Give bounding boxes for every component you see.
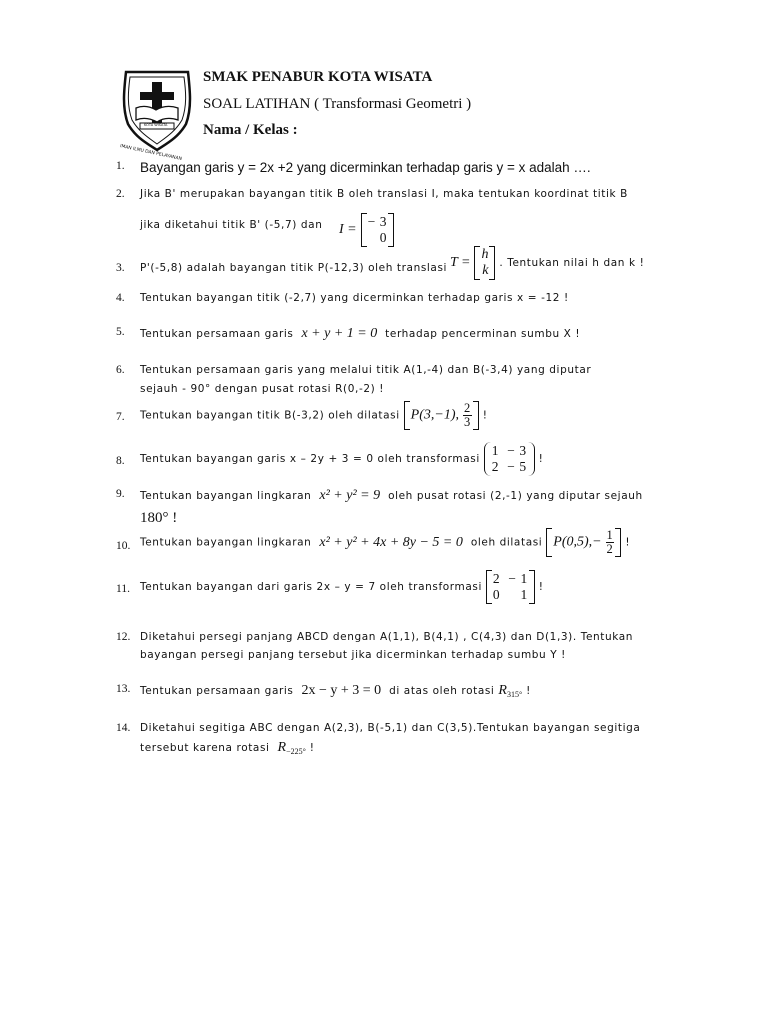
logo-motto: IMAN ILMU DAN PELAYANAN: [119, 144, 183, 163]
matrix-cell: k: [482, 263, 489, 278]
school-name: SMAK PENABUR KOTA WISATA: [203, 69, 433, 85]
question-text: . Tentukan nilai h dan k !: [499, 257, 645, 269]
worksheet-title: SOAL LATIHAN ( Transformasi Geometri ): [203, 96, 472, 112]
matrix-cell: − 1: [508, 571, 528, 586]
question-number: 14.: [116, 722, 131, 734]
rotation-angle: 180° !: [140, 510, 178, 526]
question-text: jika diketahui titik B' (-5,7) dan: [140, 219, 323, 231]
matrix-cell: 0: [379, 230, 388, 245]
question-text: tersebut karena rotasi: [140, 742, 270, 754]
transformation-matrix: [486, 570, 535, 604]
fraction-numerator: 2: [463, 401, 471, 415]
question-text: Tentukan bayangan lingkaran: [140, 536, 312, 549]
dilation-bracket: [546, 528, 621, 557]
name-class-label: Nama / Kelas :: [203, 122, 298, 138]
question-number: 9.: [116, 488, 125, 500]
question-text: !: [526, 685, 531, 697]
question-text: Tentukan bayangan lingkaran: [140, 490, 312, 502]
school-logo: [116, 68, 198, 163]
question-number: 8.: [116, 455, 125, 467]
fraction-denominator: 2: [606, 542, 614, 556]
translation-matrix: [361, 213, 395, 247]
question-text: di atas oleh rotasi: [389, 685, 495, 697]
question-number: 12.: [116, 631, 131, 643]
scale-fraction: [606, 529, 615, 556]
matrix-cell: 2: [491, 459, 500, 474]
fraction-denominator: 3: [463, 415, 471, 429]
transformation-matrix: [484, 442, 535, 476]
question-text: !: [482, 409, 488, 422]
question-text: Diketahui segitiga ABC dengan A(2,3), B(-5,1) dan C(3,5).Tentukan bayangan segitiga: [140, 722, 641, 734]
question-text: oleh dilatasi: [470, 536, 543, 549]
question-number: 5.: [116, 326, 125, 338]
question-text: Tentukan bayangan titik B(-3,2) oleh dilatasi: [140, 409, 400, 422]
question-number: 10.: [116, 540, 131, 552]
question-number: 13.: [116, 683, 131, 695]
question-text: Jika B' merupakan bayangan titik B oleh translasi I, maka tentukan koordinat titik B: [140, 188, 628, 200]
question-text: Tentukan bayangan dari garis 2x – y = 7 oleh transformasi: [140, 581, 482, 593]
rotation-symbol: R: [498, 683, 507, 698]
question-text: Tentukan bayangan titik (-2,7) yang dicerminkan terhadap garis x = -12 !: [140, 292, 569, 304]
question-number: 2.: [116, 188, 125, 200]
question-text: !: [309, 742, 315, 754]
matrix-cell: − 3: [507, 443, 527, 458]
rotation-symbol: R: [277, 740, 287, 755]
equation: x + y + 1 = 0: [301, 326, 378, 341]
question-text: !: [538, 581, 544, 593]
matrix-name: I =: [339, 222, 357, 237]
logo-banner-text: KOTA WISATA: [144, 123, 168, 127]
equation: 2x − y + 3 = 0: [301, 683, 382, 698]
question-text: !: [538, 453, 544, 465]
matrix-name: T =: [450, 255, 471, 270]
question-number: 1.: [116, 160, 125, 172]
scale-fraction: [463, 402, 472, 429]
question-text: sejauh - 90° dengan pusat rotasi R(0,-2) !: [140, 383, 385, 395]
question-text: Tentukan bayangan garis x – 2y + 3 = 0 oleh transformasi: [140, 453, 480, 465]
dilation-bracket: [404, 401, 479, 430]
matrix-cell: h: [481, 247, 489, 262]
translation-matrix: [474, 246, 495, 280]
question-text: Tentukan persamaan garis: [140, 328, 294, 340]
question-text: !: [625, 536, 631, 549]
matrix-cell: 1: [520, 587, 528, 602]
question-text: Tentukan persamaan garis yang melalui titik A(1,-4) dan B(-3,4) yang diputar: [140, 364, 592, 376]
question-number: 3.: [116, 262, 125, 274]
rotation-angle: 315°: [506, 690, 523, 700]
matrix-cell: − 3: [367, 214, 388, 229]
equation: x² + y² + 4x + 8y − 5 = 0: [319, 534, 463, 550]
question-text: bayangan persegi panjang tersebut jika dicerminkan terhadap sumbu Y !: [140, 649, 566, 661]
question-text: Diketahui persegi panjang ABCD dengan A(1,1), B(4,1) , C(4,3) dan D(1,3). Tentukan: [140, 631, 634, 643]
question-text: terhadap pencerminan sumbu X !: [385, 328, 581, 340]
question-text: oleh pusat rotasi (2,-1) yang diputar sejauh: [388, 490, 643, 502]
question-number: 4.: [116, 292, 125, 304]
matrix-cell: 1: [491, 443, 500, 458]
question-number: 11.: [116, 583, 130, 595]
matrix-cell: 0: [492, 587, 501, 602]
question-text: Bayangan garis y = 2x +2 yang dicerminkan terhadap garis y = x adalah ….: [140, 160, 591, 175]
question-number: 6.: [116, 364, 125, 376]
dilation-center: P(3,−1),: [410, 407, 459, 423]
rotation-angle: −225°: [286, 747, 306, 757]
question-text: P'(-5,8) adalah bayangan titik P(-12,3) oleh translasi: [140, 262, 448, 274]
dilation-center: P(0,5),−: [553, 534, 602, 550]
question-text: Tentukan persamaan garis: [140, 685, 294, 697]
fraction-numerator: 1: [606, 528, 614, 542]
matrix-cell: 2: [492, 571, 501, 586]
equation: x² + y² = 9: [319, 488, 381, 503]
matrix-cell: − 5: [507, 459, 527, 474]
question-number: 7.: [116, 411, 125, 423]
